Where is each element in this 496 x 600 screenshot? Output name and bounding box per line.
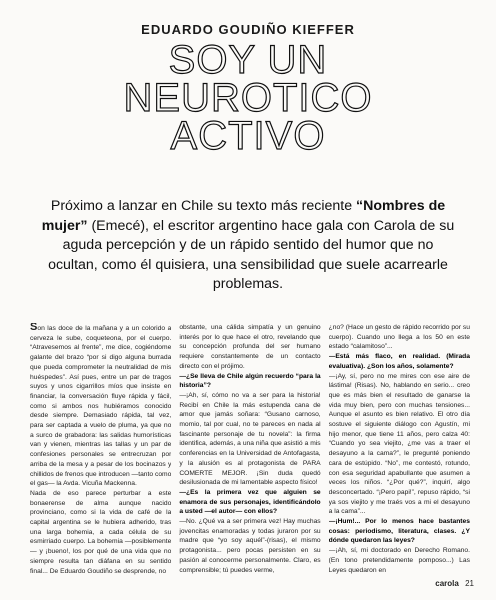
author-byline: EDUARDO GOUDIÑO KIEFFER (141, 22, 355, 37)
page-number: 21 (465, 579, 474, 588)
deck-intro: Próximo a lanzar en Chile su texto más reciente (50, 198, 353, 214)
paragraph-text: —¿Es la primera vez que alguien se enamora de sus personajes, identificándolo a usted —el autor— con ellos? (179, 488, 321, 516)
column-2 (179, 323, 320, 581)
article-paragraph (30, 489, 171, 576)
headline-line-2: NEUROTICO (123, 76, 373, 120)
paragraph-text: —¡Ah, sí, cómo no va a ser para la historia! Recibí en Chile la más estupenda cana de amor que jamás soñara: “Gusano carnoso, momio, tal por cual, no te pareces en nada al fascinante personaje de tu novela”: la firma identifica, además, a una niña que asistió a mis conferencias en la Universidad de Antofagasta, y la alusión es al protagonista de PARA COMERTE MEJOR. ¡Sin duda quedó desilusionada de mi lamentable aspecto físico! (179, 391, 321, 487)
paragraph-text: on las doce de la mañana y a un colorido a cerveza le sube, coqueteona, por el cuerpo. “Atravesemos al frente”, me dice, cogiéndome galante del brazo “por si digo alguna burrada que pueda comprometer la neutralidad de mis huéspedes”. Así pues, entre un par de tragos suyos y unos cigarrillos míos que insiste en financiar, la conversación fluye rápida y fácil, como si ambos nos hubiéramos conocido desde siempre. Demasiado rápida, tal vez, para ser captada a vuelo de pluma, ya que no a surco de grabadora: las salidas humorísticas van y vienen, mientras las tallas y un par de confesiones personales se entrecruzan por arriba de la mesa y a pesar de los bocinazos y chillidos de frenos que introducen —tanto como el gas— la Avda. Vicuña Mackenna. (30, 325, 172, 488)
paragraph-text: —¡Hum!... Por lo menos hace bastantes cosas: periodismo, literatura, clases. ¿Y dónde quedaron las leyes? (328, 518, 470, 545)
headline-line-1: SOY UN (168, 38, 328, 82)
paragraph-text: —¿Se lleva de Chile algún recuerdo “para la historia”? (179, 372, 321, 390)
interview-question (179, 488, 320, 517)
interview-question (329, 352, 470, 371)
column-1 (30, 323, 171, 581)
column-3 (329, 323, 470, 581)
article-paragraph (30, 323, 171, 489)
article-paragraph (329, 323, 470, 352)
article-paragraph (329, 546, 470, 575)
magazine-name: carola (435, 579, 459, 588)
paragraph-text: —Está más flaco, en realidad. (Mirada evaluativa). ¿Son los años, solamente? (328, 353, 470, 370)
paragraph-text: —¡Ah, sí, mi doctorado en Derecho Romano. (En tono pretendidamente pomposo...) Las Leyes quedaron en (328, 547, 470, 574)
paragraph-text: ¿no? (Hace un gesto de rápido recorrido por su cuerpo). Cuando uno llega a los 50 en este estado “calamitoso”... (328, 324, 470, 351)
article-deck (40, 197, 456, 295)
interview-question (179, 372, 320, 391)
article-paragraph (179, 323, 320, 372)
interview-question (329, 517, 470, 546)
article-paragraph (179, 517, 320, 575)
paragraph-text: obstante, una cálida simpatía y un genuino interés por lo que hace el otro, revelando que su concepción profunda del ser humano requiere constantemente de un contacto directo con el prójimo. (179, 324, 321, 370)
drop-cap: S (30, 323, 38, 333)
headline-line-3: ACTIVO (170, 114, 326, 158)
paragraph-text: —¡Ay, sí, pero no me mires con ese aire de lástima! (Risas). No, hablando en serio... creo que es más bien el resultado de ganarse la vida muy bien, pero con muchas tensiones... Aunque el asunto es bien relativo. El otro día sostuve el siguiente diálogo con Agustín, mi hijo menor, que tiene 11 años, pero calza 40: “Cuando yo sea viejito, ¿me vas a traer el desayuno a la cama?”, le pregunté poniendo cara de estúpido. “No”, me contestó, rotundo, con esa seguridad apabullante que asumen a veces los niños. “¿Por qué?”, inquirí, algo desconcertado. “¡Pero papi!”, repuso rápido, “si ya sos viejito y me traés vos a mi el desayuno a la cama”... (328, 372, 470, 516)
deck-book-title: “Nombres de mujer” (41, 198, 446, 234)
paragraph-text: —No. ¿Qué va a ser primera vez! Hay muchas jovencitas enamoradas y todas juraron por su madre que “yo soy aquél”-(risas), el mismo protagonista... pero pocas persisten en su pasión al conocerme personalmente. Claro, es comprensible; tú puedes verme, (179, 518, 321, 574)
article-paragraph (179, 391, 320, 488)
article-paragraph (329, 372, 470, 518)
headline (0, 38, 496, 158)
page-footer (435, 579, 474, 588)
article-body (30, 323, 470, 581)
paragraph-text: Nada de eso parece perturbar a este bonaerense de alma aunque nacido provinciano, como si la vida de café de la capital argentina se le hubiera adherido, tras una larga bohemia, a cada célula de su esmirriado cuerpo. La bohemia —posiblemente— y ¡bueno!, los por qué de una vida que no siempre resulta tan diáfana en su sentido final... De Eduardo Goudiño se desprende, no (30, 489, 172, 575)
deck-body: (Emecé), el escritor argentino hace gala con Carola de su aguda percepción y de un rápido sentido del humor que no ocultan, como él quisiera, una sensibilidad que suele acarrearle problemas. (48, 217, 455, 292)
